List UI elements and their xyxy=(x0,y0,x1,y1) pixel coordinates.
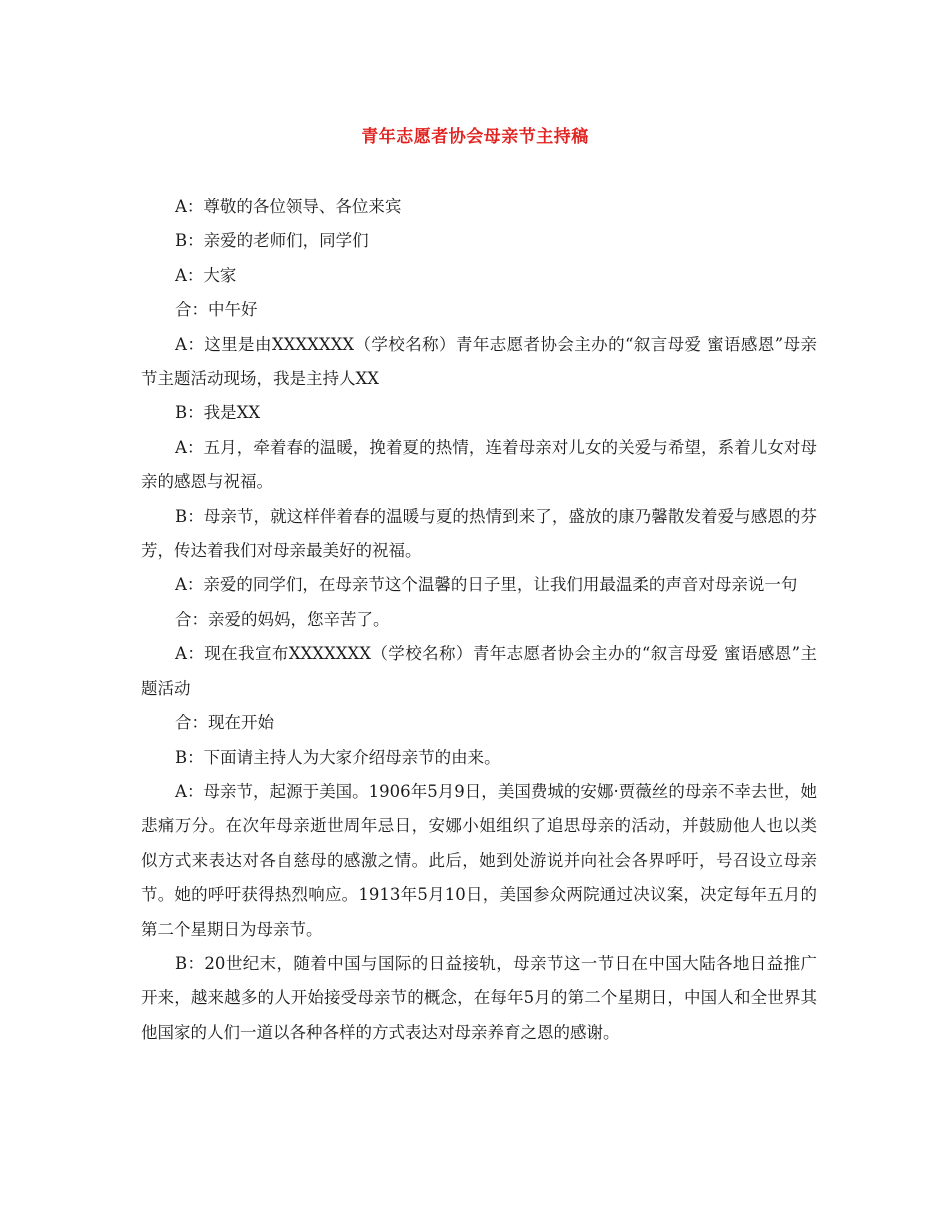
paragraph: 合：亲爱的妈妈，您辛苦了。 xyxy=(175,609,390,629)
document-body xyxy=(141,190,817,1050)
paragraph: A：尊敬的各位领导、各位来宾 xyxy=(175,197,402,216)
paragraph: B：我是XX xyxy=(175,403,261,423)
paragraph: A：五月，牵着春的温暖，挽着夏的热情，连着母亲对儿女的关爱与希望，系着儿女对母亲的感恩与祝福。 xyxy=(141,437,817,492)
document-title: 青年志愿者协会母亲节主持稿 xyxy=(361,127,589,147)
paragraph: A：大家 xyxy=(175,265,237,285)
paragraph: A：亲爱的同学们，在母亲节这个温馨的日子里，让我们用最温柔的声音对母亲说一句 xyxy=(175,575,798,595)
paragraph: A：现在我宣布XXXXXXX（学校名称）青年志愿者协会主办的“叙言母爱 蜜语感恩”主题活动 xyxy=(141,644,817,698)
paragraph: B：20世纪末，随着中国与国际的日益接轨，母亲节这一节日在中国大陆各地日益推广开来，越来越多的人开始接受母亲节的概念，在每年5月的第二个星期日，中国人和全世界其他国家的人们一道以各种各样的方式表达对母亲养育之恩的感谢。 xyxy=(141,953,817,1042)
paragraph: B：亲爱的老师们，同学们 xyxy=(175,231,369,251)
paragraph: 合：现在开始 xyxy=(175,713,274,733)
paragraph: 合：中午好 xyxy=(175,300,258,320)
paragraph: A：这里是由XXXXXXX（学校名称）青年志愿者协会主办的“叙言母爱 蜜语感恩”母亲节主题活动现场，我是主持人XX xyxy=(141,334,817,389)
paragraph: A：母亲节，起源于美国。1906年5月9日，美国费城的安娜·贾薇丝的母亲不幸去世，她悲痛万分。在次年母亲逝世周年忌日，安娜小姐组织了追思母亲的活动，并鼓励他人也以类似方式来表达对各自慈母的感激之情。此后，她到处游说并向社会各界呼吁，号召设立母亲节。她的呼吁获得热烈响应。1913年5月10日，美国参众两院通过决议案，决定每年五月的第二个星期日为母亲节。 xyxy=(141,781,817,939)
paragraph: B：下面请主持人为大家介绍母亲节的由来。 xyxy=(175,747,501,767)
paragraph: B：母亲节，就这样伴着春的温暖与夏的热情到来了，盛放的康乃馨散发着爱与感恩的芬芳，传达着我们对母亲最美好的祝福。 xyxy=(141,506,817,561)
